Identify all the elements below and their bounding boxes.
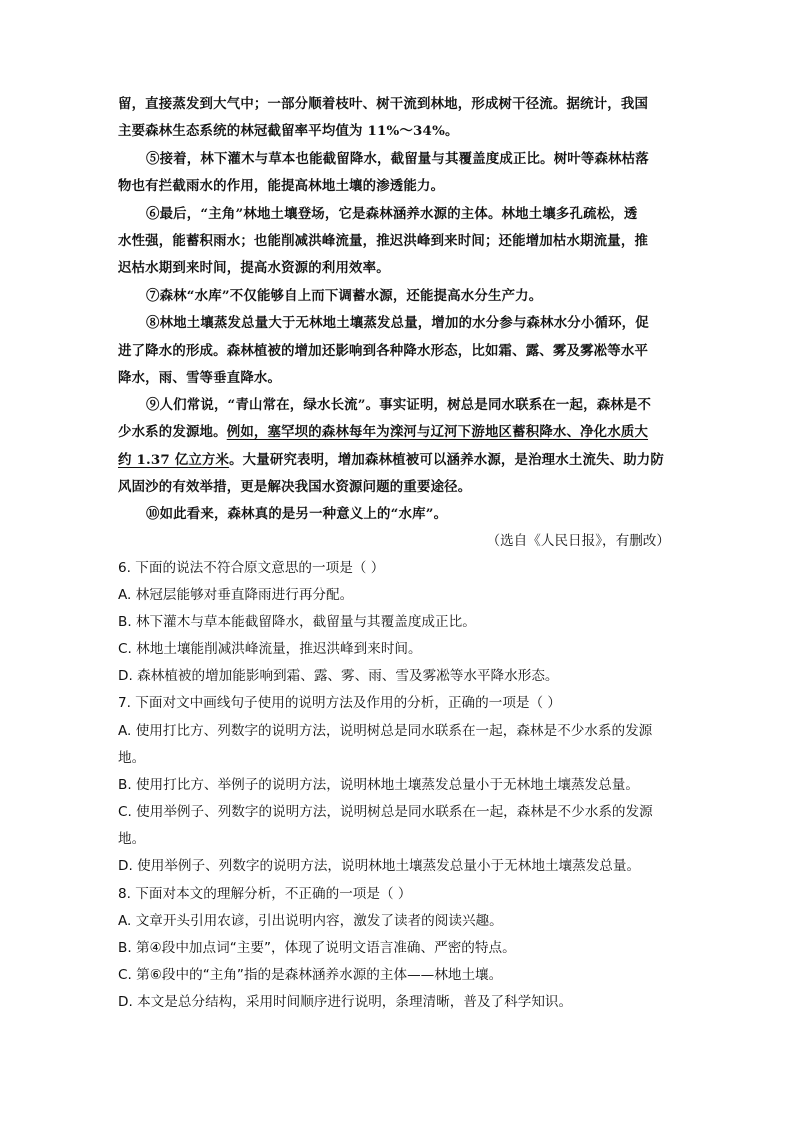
paragraph-6-line: 水性强，能蓄积雨水；也能削减洪峰流量，推迟洪峰到来时间；还能增加枯水期流量，推 [118,233,649,249]
paragraph-9-text: 。大量研究表明，增加森林植被可以涵养水源，是治理水土流失、助力防 [229,452,664,468]
question-8-option-b: B. 第④段中加点词“主要”，体现了说明文语言准确、严密的特点。 [118,940,516,956]
question-8-option-d: D. 本文是总分结构，采用时间顺序进行说明，条理清晰，普及了科学知识。 [118,994,573,1010]
paragraph-6-line: 迟枯水期到来时间，提高水资源的利用效率。 [118,260,390,276]
question-7-option-c: C. 使用举例子、列数字的说明方法，说明树总是同水联系在一起，森林是不少水系的发源 [118,804,653,820]
paragraph-5-line: 物也有拦截雨水的作用，能提高林地土壤的渗透能力。 [118,178,445,194]
paragraph-8-line: ⑧林地土壤蒸发总量大于无林地土壤蒸发总量，增加的水分参与森林水分小循环，促 [146,315,649,331]
paragraph-9-line [118,422,678,442]
question-7-option-d: D. 使用举例子、列数字的说明方法，说明林地土壤蒸发总量小于无林地土壤蒸发总量。 [118,858,641,874]
question-8-option-c: C. 第⑥段中的“主角”指的是森林涵养水源的主体——林地土壤。 [118,967,503,983]
paragraph-8-line: 降水，雨、雪等垂直降水。 [118,370,282,386]
question-6-stem: 6. 下面的说法不符合原文意思的一项是（ ） [118,560,385,576]
paragraph-8-line: 进了降水的形成。森林植被的增加还影响到各种降水形态，比如霜、露、雾及雾凇等水平 [118,343,649,359]
question-7-option-a: A. 使用打比方、列数字的说明方法，说明树总是同水联系在一起，森林是不少水系的发源 [118,723,653,739]
article-line: 留，直接蒸发到大气中；一部分顺着枝叶、树干流到林地，形成树干径流。据统计，我国 [118,96,649,112]
paragraph-9-line [118,450,678,470]
question-7-option-c-cont: 地。 [118,831,146,847]
question-7-stem: 7. 下面对文中画线句子使用的说明方法及作用的分析，正确的一项是（ ） [118,695,562,711]
underlined-sentence: 例如，塞罕坝的森林每年为滦河与辽河下游地区蓄积降水、净化水质大 [226,424,649,440]
paragraph-9-line: 风固沙的有效举措，更是解决我国水资源问题的重要途径。 [118,479,472,495]
underlined-sentence: 约 1.37 亿立方米 [118,452,230,468]
question-8-stem: 8. 下面对本文的理解分析，不正确的一项是（ ） [118,886,412,902]
question-6-option-b: B. 林下灌木与草本能截留降水，截留量与其覆盖度成正比。 [118,614,476,630]
paragraph-9-line: ⑨人们常说，“青山常在，绿水长流”。事实证明，树总是同水联系在一起，森林是不 [146,397,652,413]
source-citation: （选自《人民日报》，有删改） [486,533,670,549]
paragraph-7-line: ⑦森林“水库”不仅能够自上而下调蓄水源，还能提高水分生产力。 [146,288,543,304]
paragraph-5-line: ⑤接着，林下灌木与草本也能截留降水，截留量与其覆盖度成正比。树叶等森林枯落 [146,151,649,167]
paragraph-10-line: ⑩如此看来，森林真的是另一种意义上的“水库”。 [146,506,448,522]
question-7-option-a-cont: 地。 [118,750,146,766]
question-6-option-a: A. 林冠层能够对垂直降雨进行再分配。 [118,587,354,603]
paragraph-9-text: 少水系的发源地。 [118,424,227,440]
article-line: 主要森林生态系统的林冠截留率平均值为 11%～34%。 [118,123,459,139]
question-6-option-d: D. 森林植被的增加能影响到霜、露、雾、雨、雪及雾凇等水平降水形态。 [118,668,559,684]
question-7-option-b: B. 使用打比方、举例子的说明方法，说明林地土壤蒸发总量小于无林地土壤蒸发总量。 [118,777,639,793]
question-6-option-c: C. 林地土壤能削减洪峰流量，推迟洪峰到来时间。 [118,641,422,657]
question-8-option-a: A. 文章开头引用农谚，引出说明内容，激发了读者的阅读兴趣。 [118,913,503,929]
paragraph-6-line: ⑥最后，“主角”林地土壤登场，它是森林涵养水源的主体。林地土壤多孔疏松，透 [146,206,638,222]
